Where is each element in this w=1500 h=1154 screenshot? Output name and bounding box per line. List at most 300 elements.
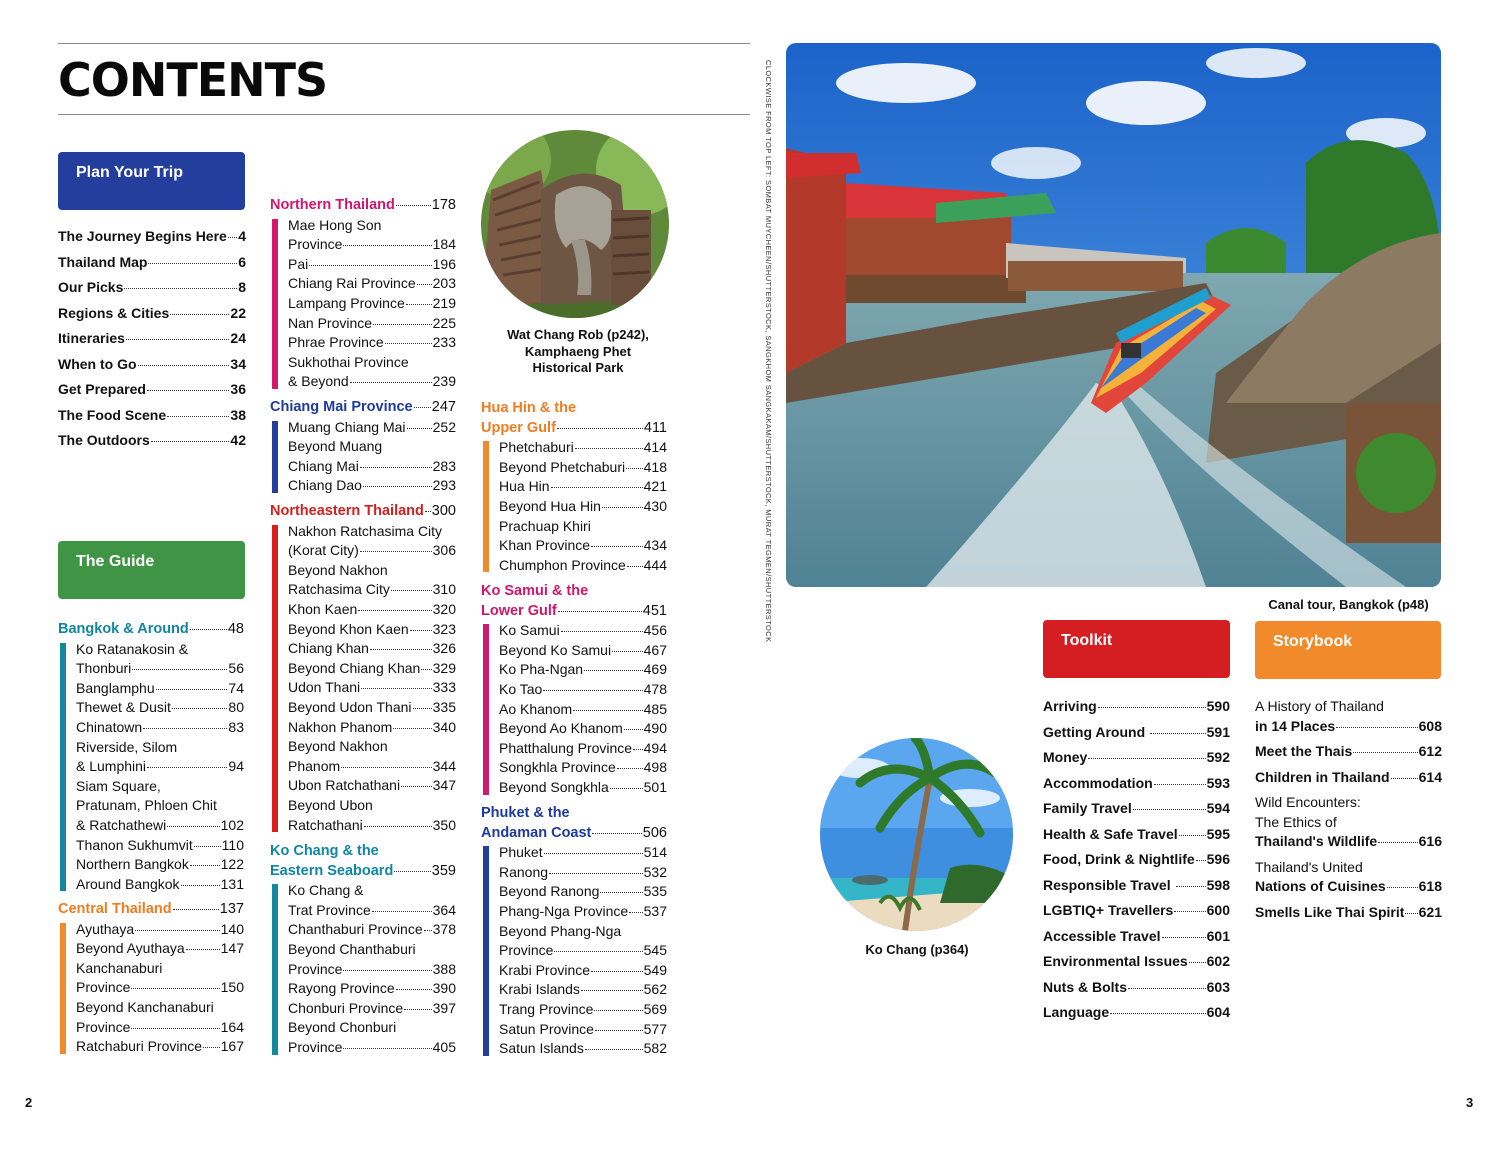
toc-item[interactable] bbox=[76, 998, 244, 1037]
dot-leader bbox=[131, 1028, 219, 1029]
toc-entry-page: 239 bbox=[432, 373, 456, 390]
dot-leader bbox=[581, 990, 643, 991]
toc-entry[interactable] bbox=[499, 641, 667, 661]
toc-entry[interactable] bbox=[499, 621, 667, 641]
toc-item[interactable] bbox=[58, 301, 246, 327]
toc-item[interactable] bbox=[288, 979, 456, 999]
dot-leader bbox=[1336, 727, 1417, 728]
toc-item[interactable] bbox=[499, 556, 667, 576]
tab-plan-your-trip[interactable] bbox=[58, 152, 245, 210]
elephant-ruin-illustration bbox=[481, 130, 669, 318]
toc-entry-label: Province bbox=[288, 960, 343, 977]
toc-item[interactable] bbox=[58, 326, 246, 352]
toc-entry[interactable] bbox=[288, 979, 456, 999]
toc-entry-page: 485 bbox=[643, 700, 667, 717]
toc-entry[interactable] bbox=[58, 275, 246, 301]
toc-item[interactable] bbox=[1043, 924, 1230, 950]
dot-leader bbox=[407, 428, 432, 429]
toc-item[interactable] bbox=[1043, 720, 1230, 746]
toc-entry[interactable] bbox=[1043, 924, 1230, 950]
toc-entry[interactable] bbox=[76, 939, 244, 959]
toc-item[interactable] bbox=[1043, 975, 1230, 1001]
toc-item[interactable] bbox=[1043, 873, 1230, 899]
toc-entry[interactable] bbox=[76, 978, 244, 998]
toc-item[interactable] bbox=[76, 959, 244, 998]
canal-illustration bbox=[786, 43, 1441, 587]
toc-item[interactable] bbox=[288, 216, 456, 255]
toc-entry-label: Smells Like Thai Spirit bbox=[1255, 903, 1405, 920]
toc-item[interactable] bbox=[76, 777, 244, 836]
photo-credit: CLOCKWISE FROM TOP LEFT: SOMBAT MUYCHEEN/SHUTTERSTOCK, SANGKHOM SANGKAKAM/SHUTTERSTOCK, MURAT TEGMEN/SHUTTERSTOCK bbox=[764, 60, 773, 643]
toc-entry[interactable] bbox=[288, 1038, 456, 1058]
toc-item[interactable] bbox=[288, 333, 456, 353]
toc-item[interactable] bbox=[1043, 898, 1230, 924]
toc-item[interactable] bbox=[499, 660, 667, 680]
toc-item[interactable] bbox=[288, 476, 456, 496]
toc-item[interactable] bbox=[499, 843, 667, 863]
toc-entry[interactable] bbox=[270, 196, 456, 216]
dot-leader bbox=[595, 1030, 643, 1031]
toc-item[interactable] bbox=[499, 739, 667, 759]
toc-entry[interactable] bbox=[1255, 742, 1442, 762]
toc-item[interactable] bbox=[499, 922, 667, 961]
toc-item[interactable] bbox=[499, 641, 667, 661]
toc-item[interactable] bbox=[499, 1020, 667, 1040]
toc-entry[interactable] bbox=[288, 418, 456, 438]
dot-leader bbox=[151, 441, 230, 442]
toc-entry[interactable] bbox=[288, 580, 456, 600]
toc-item[interactable] bbox=[76, 679, 244, 699]
section-heading[interactable] bbox=[270, 502, 456, 522]
dot-leader bbox=[404, 1009, 431, 1010]
toc-entry[interactable] bbox=[58, 900, 244, 920]
toc-entry[interactable] bbox=[288, 698, 456, 718]
toc-entry-page: 414 bbox=[643, 439, 667, 456]
toc-item[interactable] bbox=[288, 620, 456, 640]
dot-leader bbox=[1391, 778, 1418, 779]
toc-entry[interactable] bbox=[288, 639, 456, 659]
toc-item[interactable] bbox=[288, 353, 456, 392]
toc-entry[interactable] bbox=[288, 457, 456, 477]
toc-entry[interactable] bbox=[1255, 903, 1442, 923]
toc-item[interactable] bbox=[1043, 847, 1230, 873]
toc-entry[interactable] bbox=[499, 1020, 667, 1040]
toc-entry[interactable] bbox=[499, 758, 667, 778]
toc-item[interactable] bbox=[288, 718, 456, 738]
tab-the-guide[interactable] bbox=[58, 541, 245, 599]
toc-item[interactable] bbox=[1043, 796, 1230, 822]
toc-item[interactable] bbox=[499, 621, 667, 641]
toc-entry-label: Regions & Cities bbox=[58, 304, 170, 321]
toc-entry[interactable] bbox=[270, 502, 456, 522]
toc-entry[interactable] bbox=[76, 1037, 244, 1057]
toc-entry[interactable] bbox=[499, 458, 667, 478]
toc-entry[interactable] bbox=[499, 700, 667, 720]
toc-item[interactable] bbox=[58, 352, 246, 378]
toc-item[interactable] bbox=[499, 477, 667, 497]
toc-entry[interactable] bbox=[288, 541, 456, 561]
toc-entry[interactable] bbox=[481, 824, 667, 844]
toc-item[interactable] bbox=[499, 778, 667, 798]
toc-entry[interactable] bbox=[76, 875, 244, 895]
toc-entry[interactable] bbox=[76, 659, 244, 679]
toc-entry[interactable] bbox=[58, 224, 246, 250]
toc-entry-label: Thewet & Dusit bbox=[76, 699, 171, 716]
toc-item[interactable] bbox=[1255, 697, 1442, 736]
toc-entry[interactable] bbox=[499, 843, 667, 863]
toc-entry-label: Ratchasima City bbox=[288, 581, 390, 598]
toc-item[interactable] bbox=[499, 700, 667, 720]
tab-plan-label: Plan Your Trip bbox=[76, 164, 183, 181]
toc-entry-page: 535 bbox=[643, 883, 667, 900]
toc-item[interactable] bbox=[76, 920, 244, 940]
toc-entry[interactable] bbox=[499, 980, 667, 1000]
dot-leader bbox=[612, 651, 643, 652]
toc-item[interactable] bbox=[288, 294, 456, 314]
toc-entry-line: Beyond Nakhon bbox=[288, 561, 388, 578]
dot-leader bbox=[585, 1049, 643, 1050]
toc-entry-label: Arriving bbox=[1043, 698, 1097, 714]
toc-entry[interactable] bbox=[288, 255, 456, 275]
toc-item[interactable] bbox=[1043, 822, 1230, 848]
toc-item[interactable] bbox=[76, 855, 244, 875]
toc-entry[interactable] bbox=[288, 901, 456, 921]
toc-item[interactable] bbox=[499, 961, 667, 981]
dot-leader bbox=[544, 853, 643, 854]
toc-entry[interactable] bbox=[1043, 898, 1230, 924]
toc-entry[interactable] bbox=[76, 920, 244, 940]
toc-item[interactable] bbox=[288, 561, 456, 600]
toc-entry[interactable] bbox=[499, 556, 667, 576]
toc-item[interactable] bbox=[499, 1039, 667, 1059]
toc-entry-page: 501 bbox=[643, 778, 667, 795]
toc-entry[interactable] bbox=[1043, 975, 1230, 1001]
toc-entry[interactable] bbox=[1043, 796, 1230, 822]
toc-entry[interactable] bbox=[288, 678, 456, 698]
section-heading[interactable] bbox=[270, 842, 456, 881]
toc-item[interactable] bbox=[288, 776, 456, 796]
toc-item[interactable] bbox=[288, 255, 456, 275]
toc-entry-page: 42 bbox=[230, 432, 246, 448]
toc-entry[interactable] bbox=[499, 778, 667, 798]
toc-entry[interactable] bbox=[288, 333, 456, 353]
dot-leader bbox=[584, 670, 643, 671]
toc-entry[interactable] bbox=[1043, 745, 1230, 771]
toc-item[interactable] bbox=[1043, 771, 1230, 797]
toc-entry[interactable] bbox=[288, 659, 456, 679]
toc-entry-page: 582 bbox=[643, 1040, 667, 1057]
toc-item[interactable] bbox=[288, 881, 456, 920]
section-chiangmai bbox=[270, 398, 456, 496]
toc-item[interactable] bbox=[499, 458, 667, 478]
toc-entry[interactable] bbox=[1255, 717, 1442, 737]
toc-item[interactable] bbox=[1043, 1000, 1230, 1026]
toc-entry-label: Krabi Province bbox=[499, 961, 591, 978]
toc-entry-label: Thanon Sukhumvit bbox=[76, 836, 193, 853]
toc-entry-page: 131 bbox=[220, 875, 244, 892]
toc-entry-label: Northern Thailand bbox=[270, 197, 395, 213]
toc-entry[interactable] bbox=[1255, 768, 1442, 788]
dot-leader bbox=[424, 930, 432, 931]
toc-entry[interactable] bbox=[1043, 694, 1230, 720]
toc-entry-page: 621 bbox=[1418, 903, 1442, 920]
dot-leader bbox=[370, 649, 432, 650]
toc-entry[interactable] bbox=[1043, 847, 1230, 873]
toc-entry[interactable] bbox=[76, 698, 244, 718]
toc-item[interactable] bbox=[1255, 742, 1442, 762]
toc-entry[interactable] bbox=[76, 855, 244, 875]
tab-storybook[interactable] bbox=[1255, 621, 1441, 679]
toc-entry[interactable] bbox=[499, 739, 667, 759]
toc-item[interactable] bbox=[58, 275, 246, 301]
section-subitems bbox=[481, 843, 667, 1059]
toc-item[interactable] bbox=[76, 836, 244, 856]
toc-item[interactable] bbox=[499, 497, 667, 517]
toc-item[interactable] bbox=[1255, 858, 1442, 897]
toc-item[interactable] bbox=[76, 640, 244, 679]
toc-entry-label: Phang-Nga Province bbox=[499, 902, 629, 919]
toc-item[interactable] bbox=[288, 737, 456, 776]
toc-item[interactable] bbox=[1255, 903, 1442, 923]
toc-entry-page: 347 bbox=[432, 777, 456, 794]
toc-entry[interactable] bbox=[499, 438, 667, 458]
toc-entry-page: 38 bbox=[230, 406, 246, 423]
toc-entry[interactable] bbox=[499, 1039, 667, 1059]
toc-item[interactable] bbox=[288, 1018, 456, 1057]
dot-leader bbox=[627, 566, 643, 567]
toc-item[interactable] bbox=[499, 902, 667, 922]
toc-entry[interactable] bbox=[288, 776, 456, 796]
toc-entry-line: Hua Hin & the bbox=[481, 400, 577, 416]
toc-entry[interactable] bbox=[481, 602, 667, 622]
toc-entry[interactable] bbox=[288, 274, 456, 294]
kochang-caption: Ko Chang (p364) bbox=[865, 942, 969, 957]
toc-item[interactable] bbox=[499, 719, 667, 739]
toc-entry-label: Family Travel bbox=[1043, 800, 1132, 816]
toc-item[interactable] bbox=[76, 939, 244, 959]
toc-entry-page: 225 bbox=[432, 314, 456, 331]
toc-entry-page: 562 bbox=[643, 981, 667, 998]
toc-entry[interactable] bbox=[288, 960, 456, 980]
toc-entry[interactable] bbox=[1043, 873, 1230, 899]
toc-item[interactable] bbox=[1043, 745, 1230, 771]
toc-entry[interactable] bbox=[499, 941, 667, 961]
toc-item[interactable] bbox=[58, 403, 246, 429]
toc-entry-page: 405 bbox=[432, 1038, 456, 1055]
ko-chang-photo bbox=[820, 738, 1013, 931]
toc-item[interactable] bbox=[288, 274, 456, 294]
toc-entry[interactable] bbox=[76, 836, 244, 856]
toc-entry[interactable] bbox=[288, 999, 456, 1019]
toc-entry[interactable] bbox=[1043, 949, 1230, 975]
dot-leader bbox=[610, 788, 643, 789]
toc-item[interactable] bbox=[76, 875, 244, 895]
section-heading[interactable] bbox=[270, 196, 456, 216]
tab-storybook-label: Storybook bbox=[1273, 633, 1353, 650]
toc-item[interactable] bbox=[288, 796, 456, 835]
section-heading[interactable] bbox=[270, 398, 456, 418]
toc-item[interactable] bbox=[288, 659, 456, 679]
toc-entry[interactable] bbox=[76, 718, 244, 738]
toc-entry[interactable] bbox=[1043, 720, 1230, 746]
toc-entry-line: Riverside, Silom bbox=[76, 738, 178, 755]
toc-entry[interactable] bbox=[76, 679, 244, 699]
dot-leader bbox=[591, 971, 643, 972]
toc-entry[interactable] bbox=[288, 372, 456, 392]
toc-entry-page: 83 bbox=[228, 718, 244, 735]
toc-entry-label: Udon Thani bbox=[288, 679, 361, 696]
toc-entry-page: 364 bbox=[432, 901, 456, 918]
toc-item[interactable] bbox=[499, 758, 667, 778]
toc-entry[interactable] bbox=[1255, 832, 1442, 852]
toc-item[interactable] bbox=[288, 698, 456, 718]
dot-leader bbox=[617, 768, 643, 769]
toc-entry[interactable] bbox=[499, 477, 667, 497]
toc-entry[interactable] bbox=[58, 377, 246, 403]
toc-entry[interactable] bbox=[1255, 877, 1442, 897]
dot-leader bbox=[147, 767, 227, 768]
toc-entry[interactable] bbox=[58, 352, 246, 378]
toc-entry[interactable] bbox=[1043, 822, 1230, 848]
toc-item[interactable] bbox=[76, 698, 244, 718]
toc-entry[interactable] bbox=[499, 1000, 667, 1020]
dot-leader bbox=[358, 610, 431, 611]
toc-item[interactable] bbox=[76, 738, 244, 777]
toc-entry[interactable] bbox=[270, 398, 456, 418]
toc-entry-line: Ko Chang & bbox=[288, 882, 364, 899]
toc-entry[interactable] bbox=[1043, 771, 1230, 797]
toc-item[interactable] bbox=[288, 940, 456, 979]
toc-entry-page: 478 bbox=[643, 680, 667, 697]
toc-entry-label: Lampang Province bbox=[288, 294, 405, 311]
toc-entry[interactable] bbox=[499, 863, 667, 883]
toc-entry[interactable] bbox=[499, 719, 667, 739]
dot-leader bbox=[167, 826, 219, 827]
dot-leader bbox=[557, 428, 643, 429]
toc-entry[interactable] bbox=[288, 235, 456, 255]
toc-entry[interactable] bbox=[481, 419, 667, 439]
toc-item[interactable] bbox=[1043, 694, 1230, 720]
toc-item[interactable] bbox=[76, 718, 244, 738]
dot-leader bbox=[309, 265, 431, 266]
section-heading[interactable] bbox=[58, 620, 244, 640]
toc-item[interactable] bbox=[499, 438, 667, 458]
toc-entry[interactable] bbox=[58, 301, 246, 327]
toc-entry[interactable] bbox=[499, 497, 667, 517]
section-heading[interactable] bbox=[481, 804, 667, 843]
toc-entry-page: 616 bbox=[1418, 833, 1442, 849]
toc-item[interactable] bbox=[58, 224, 246, 250]
toc-item[interactable] bbox=[288, 522, 456, 561]
toc-item[interactable] bbox=[288, 639, 456, 659]
toc-entry[interactable] bbox=[499, 961, 667, 981]
dot-leader bbox=[170, 314, 229, 315]
tab-toolkit[interactable] bbox=[1043, 620, 1230, 678]
toc-item[interactable] bbox=[58, 250, 246, 276]
toc-entry[interactable] bbox=[288, 314, 456, 334]
toc-item[interactable] bbox=[499, 980, 667, 1000]
toc-item[interactable] bbox=[1255, 793, 1442, 852]
toc-entry[interactable] bbox=[288, 600, 456, 620]
toc-item[interactable] bbox=[499, 680, 667, 700]
dot-leader bbox=[1179, 835, 1206, 836]
toc-item[interactable] bbox=[76, 1037, 244, 1057]
toc-entry[interactable] bbox=[270, 862, 456, 882]
toc-item[interactable] bbox=[288, 437, 456, 476]
toc-entry[interactable] bbox=[288, 757, 456, 777]
toc-entry[interactable] bbox=[58, 403, 246, 429]
toc-entry-page: 56 bbox=[228, 660, 244, 677]
toc-item[interactable] bbox=[58, 377, 246, 403]
toc-entry[interactable] bbox=[288, 620, 456, 640]
toc-item[interactable] bbox=[1255, 768, 1442, 788]
toc-entry[interactable] bbox=[499, 536, 667, 556]
toc-entry-line: Beyond Kanchanaburi bbox=[76, 998, 214, 1015]
toc-entry[interactable] bbox=[58, 620, 244, 640]
canal-tour-photo bbox=[786, 43, 1441, 587]
toc-entry[interactable] bbox=[58, 250, 246, 276]
toc-entry-page: 333 bbox=[432, 679, 456, 696]
toc-entry-page: 300 bbox=[431, 503, 456, 519]
toc-item[interactable] bbox=[499, 1000, 667, 1020]
toc-item[interactable] bbox=[288, 678, 456, 698]
section-subitems bbox=[270, 216, 456, 392]
toc-entry[interactable] bbox=[288, 294, 456, 314]
dot-leader bbox=[1387, 887, 1418, 888]
toc-item[interactable] bbox=[288, 418, 456, 438]
section-heading[interactable] bbox=[481, 399, 667, 438]
toc-entry[interactable] bbox=[499, 680, 667, 700]
dot-leader bbox=[1110, 1013, 1206, 1014]
toc-entry[interactable] bbox=[1043, 1000, 1230, 1026]
toc-item[interactable] bbox=[288, 920, 456, 940]
toc-entry[interactable] bbox=[288, 718, 456, 738]
toc-entry[interactable] bbox=[76, 1018, 244, 1038]
section-heading[interactable] bbox=[481, 582, 667, 621]
toc-entry-label: Chonburi Province bbox=[288, 999, 404, 1016]
toc-item[interactable] bbox=[499, 517, 667, 556]
toc-entry-page: 359 bbox=[431, 862, 456, 879]
toc-entry[interactable] bbox=[288, 920, 456, 940]
dot-leader bbox=[624, 729, 643, 730]
toc-item[interactable] bbox=[499, 882, 667, 902]
toc-item[interactable] bbox=[288, 999, 456, 1019]
toc-entry[interactable] bbox=[58, 326, 246, 352]
toc-entry[interactable] bbox=[499, 660, 667, 680]
toc-entry[interactable] bbox=[58, 428, 246, 454]
toc-entry[interactable] bbox=[499, 882, 667, 902]
toc-entry-page: 320 bbox=[432, 600, 456, 617]
toc-entry[interactable] bbox=[76, 757, 244, 777]
tab-toolkit-label: Toolkit bbox=[1061, 632, 1113, 649]
toc-item[interactable] bbox=[288, 600, 456, 620]
toc-entry-label: Responsible Travel bbox=[1043, 876, 1175, 893]
toc-entry-page: 36 bbox=[230, 381, 246, 397]
toc-entry[interactable] bbox=[76, 816, 244, 836]
toc-entry[interactable] bbox=[288, 816, 456, 836]
toc-entry-page: 608 bbox=[1418, 717, 1442, 734]
left-page-number: 2 bbox=[25, 1095, 33, 1110]
toc-item[interactable] bbox=[1043, 949, 1230, 975]
section-heading[interactable] bbox=[58, 900, 244, 920]
toc-entry[interactable] bbox=[288, 476, 456, 496]
toc-item[interactable] bbox=[499, 863, 667, 883]
toc-item[interactable] bbox=[58, 428, 246, 454]
dot-leader bbox=[396, 989, 432, 990]
toc-item[interactable] bbox=[288, 314, 456, 334]
toc-entry[interactable] bbox=[499, 902, 667, 922]
toc-entry-page: 604 bbox=[1206, 1004, 1230, 1020]
